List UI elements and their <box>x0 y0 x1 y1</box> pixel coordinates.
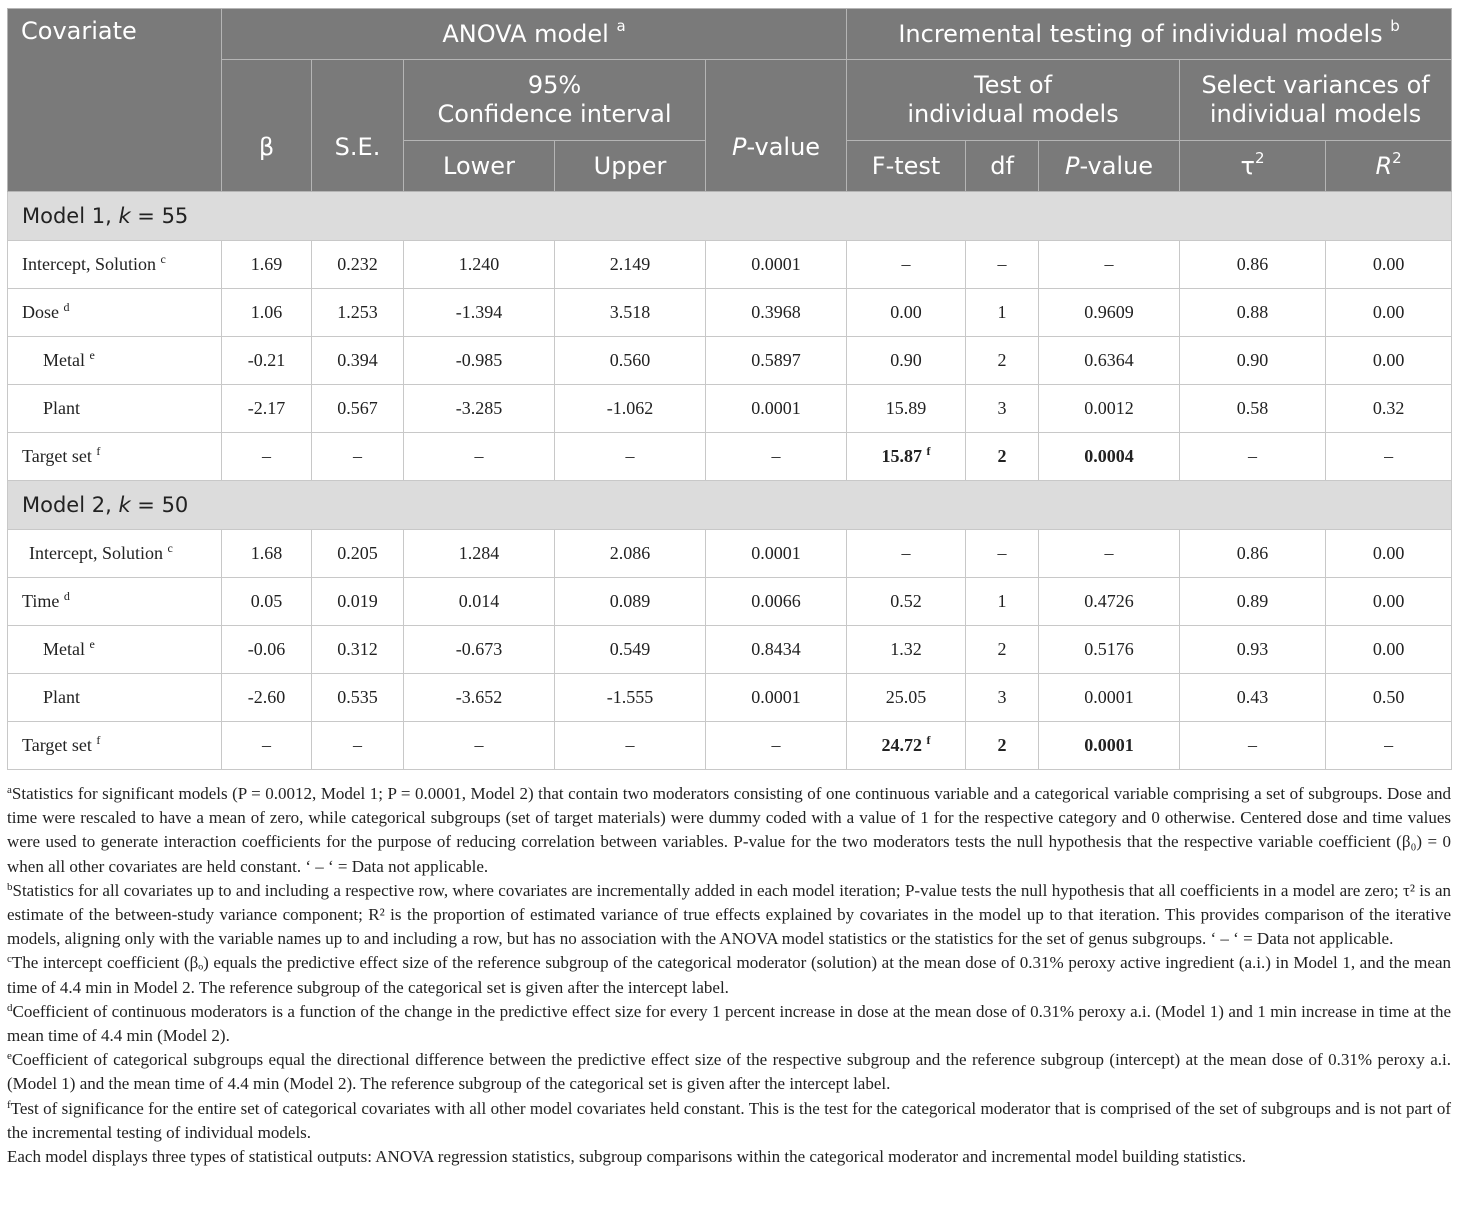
cell-df: 3 <box>966 385 1039 433</box>
cell-r2: 0.50 <box>1326 674 1452 722</box>
header-tau-squared: $\tau^2$ <box>1180 141 1326 192</box>
cell-beta: -0.21 <box>222 337 312 385</box>
row-label: Target set $^f$ <box>8 722 222 770</box>
cell-r2: 0.00 <box>1326 530 1452 578</box>
cell-tau: – <box>1180 722 1326 770</box>
footnote: $^e$Coefficient of categorical subgroups equal the directional difference between the predictive effect size of the respective subgroup and the reference subgroup (intercept) at the mean dose of 0.31% peroxy a.i. (Model 1) and the mean time of 4.4 min (Model 2). The reference subgroup of the categorical set is given after the intercept label. <box>7 1050 1451 1094</box>
header-anova-model: ANOVA model $^a$ <box>222 9 847 60</box>
table-row <box>8 626 1452 674</box>
table-row <box>8 289 1452 337</box>
cell-upper: 2.149 <box>555 241 706 289</box>
cell-p2: 0.6364 <box>1039 337 1180 385</box>
cell-f: 0.52 <box>847 578 966 626</box>
cell-f: 15.89 <box>847 385 966 433</box>
cell-f: – <box>847 241 966 289</box>
footnote: $^d$Coefficient of continuous moderators is a function of the change in the predictive effect size for every 1 percent increase in dose at the mean dose of 0.31% peroxy a.i. (Model 1) and 1 min increase in time at the mean time of 4.4 min (Model 2). <box>7 1001 1451 1046</box>
cell-upper: 2.086 <box>555 530 706 578</box>
cell-beta: – <box>222 722 312 770</box>
cell-f: 15.87 $^f$ <box>847 433 966 481</box>
cell-tau: 0.86 <box>1180 530 1326 578</box>
table-row <box>8 337 1452 385</box>
cell-upper: -1.062 <box>555 385 706 433</box>
cell-se: 0.394 <box>312 337 404 385</box>
row-label: Metal $^e$ <box>8 626 222 674</box>
row-label: Intercept, Solution $^c$ <box>8 241 222 289</box>
cell-r2: 0.00 <box>1326 626 1452 674</box>
cell-df: 2 <box>966 433 1039 481</box>
footnote: $^b$Statistics for all covariates up to and including a respective row, where covariates are incrementally added in each model iteration; P-value tests the null hypothesis that all coefficients in a model are zero; τ² is an estimate of the between-study variance component; R² is the proportion of estimated variance of true effects explained by covariates in the model up to that iteration. This provides comparison of the iterative models, aligning only with the variable names up to and including a row, but has no association with the ANOVA model statistics or the statistics for the set of genus subgroups. ‘ – ‘ = Data not applicable. <box>7 880 1451 949</box>
cell-lower: 1.240 <box>404 241 555 289</box>
table-row <box>8 578 1452 626</box>
cell-se: 0.567 <box>312 385 404 433</box>
cell-tau: 0.43 <box>1180 674 1326 722</box>
cell-upper: 0.560 <box>555 337 706 385</box>
table-body <box>8 192 1452 770</box>
cell-r2: – <box>1326 433 1452 481</box>
cell-tau: 0.93 <box>1180 626 1326 674</box>
header-incremental-testing: Incremental testing of individual models $^b$ <box>847 9 1452 60</box>
cell-se: 0.205 <box>312 530 404 578</box>
table-container <box>7 8 1451 770</box>
cell-upper: 0.549 <box>555 626 706 674</box>
cell-upper: – <box>555 722 706 770</box>
header-confidence-interval: 95% Confidence interval <box>404 60 706 141</box>
header-p-value-2: P-value <box>1039 141 1180 192</box>
cell-p2: 0.4726 <box>1039 578 1180 626</box>
cell-upper: – <box>555 433 706 481</box>
cell-f: – <box>847 530 966 578</box>
cell-r2: – <box>1326 722 1452 770</box>
cell-r2: 0.00 <box>1326 578 1452 626</box>
cell-lower: – <box>404 433 555 481</box>
cell-p: 0.5897 <box>706 337 847 385</box>
footnote: $^c$The intercept coefficient (βₒ) equals the predictive effect size of the reference subgroup of the categorical moderator (solution) at the mean dose of 0.31% peroxy active ingredient (a.i.) in Model 1, and the mean time of 4.4 min in Model 2. The reference subgroup of the categorical set is given after the intercept label. <box>7 953 1451 997</box>
cell-r2: 0.00 <box>1326 289 1452 337</box>
cell-f: 0.00 <box>847 289 966 337</box>
cell-beta: 1.69 <box>222 241 312 289</box>
header-p-value: P-value <box>706 60 847 192</box>
cell-se: 0.312 <box>312 626 404 674</box>
cell-lower: -0.673 <box>404 626 555 674</box>
cell-p2: 0.5176 <box>1039 626 1180 674</box>
cell-se: 0.019 <box>312 578 404 626</box>
header-test-of-individual-models: Test of individual models <box>847 60 1180 141</box>
row-label: Metal $^e$ <box>8 337 222 385</box>
cell-upper: -1.555 <box>555 674 706 722</box>
row-label: Time $^d$ <box>8 578 222 626</box>
table-row <box>8 385 1452 433</box>
cell-df: 1 <box>966 578 1039 626</box>
cell-p: 0.0001 <box>706 385 847 433</box>
cell-f: 1.32 <box>847 626 966 674</box>
cell-r2: 0.00 <box>1326 241 1452 289</box>
cell-r2: 0.32 <box>1326 385 1452 433</box>
cell-upper: 0.089 <box>555 578 706 626</box>
table-row <box>8 530 1452 578</box>
model1-section-header <box>8 192 1452 241</box>
cell-lower: -0.985 <box>404 337 555 385</box>
cell-p: 0.8434 <box>706 626 847 674</box>
table-row <box>8 722 1452 770</box>
cell-f: 24.72 $^f$ <box>847 722 966 770</box>
cell-df: 1 <box>966 289 1039 337</box>
cell-se: 0.535 <box>312 674 404 722</box>
cell-p: 0.0001 <box>706 674 847 722</box>
cell-p2: 0.9609 <box>1039 289 1180 337</box>
cell-p: 0.0001 <box>706 241 847 289</box>
cell-tau: 0.58 <box>1180 385 1326 433</box>
footnote: Each model displays three types of statistical outputs: ANOVA regression statistics, subgroup comparisons within the categorical moderator and incremental model building statistics. <box>7 1147 1247 1167</box>
cell-df: – <box>966 241 1039 289</box>
cell-beta: -0.06 <box>222 626 312 674</box>
cell-tau: – <box>1180 433 1326 481</box>
cell-p2: 0.0012 <box>1039 385 1180 433</box>
cell-beta: -2.60 <box>222 674 312 722</box>
header-r-squared: $R^2$ <box>1326 141 1452 192</box>
header-select-variances: Select variances of individual models <box>1180 60 1452 141</box>
header-lower: Lower <box>404 141 555 192</box>
row-label: Dose $^d$ <box>8 289 222 337</box>
cell-df: 2 <box>966 337 1039 385</box>
header-upper: Upper <box>555 141 706 192</box>
cell-p2: 0.0004 <box>1039 433 1180 481</box>
footnote: $^a$Statistics for significant models (P = 0.0012, Model 1; P = 0.0001, Model 2) that contain two moderators consisting of one continuous variable and a categorical variable comprising a set of subgroups. Dose and time were rescaled to have a mean of zero, while categorical subgroups (set of target materials) were dummy coded with a value of 1 for the respective category and 0 otherwise. Centered dose and time values were used to generate interaction coefficients for the purpose of reducing correlation between variables. P-value for the two moderators tests the null hypothesis that the respective variable coefficient (β₀) = 0 when all other covariates are held constant. ‘ – ‘ = Data not applicable. <box>7 784 1451 876</box>
cell-df: 2 <box>966 626 1039 674</box>
cell-df: 3 <box>966 674 1039 722</box>
table-row <box>8 433 1452 481</box>
header-covariate: Covariate <box>8 9 222 192</box>
cell-p: 0.0066 <box>706 578 847 626</box>
cell-lower: 0.014 <box>404 578 555 626</box>
cell-tau: 0.86 <box>1180 241 1326 289</box>
cell-df: 2 <box>966 722 1039 770</box>
cell-lower: -1.394 <box>404 289 555 337</box>
header-df: df <box>966 141 1039 192</box>
cell-upper: 3.518 <box>555 289 706 337</box>
cell-p: – <box>706 433 847 481</box>
cell-lower: – <box>404 722 555 770</box>
section-title: Model 2, k = 50 <box>8 481 1452 530</box>
cell-p: – <box>706 722 847 770</box>
header-f-test: F-test <box>847 141 966 192</box>
results-table <box>7 8 1452 770</box>
header-beta: β <box>222 60 312 192</box>
row-label: Intercept, Solution $^c$ <box>8 530 222 578</box>
cell-r2: 0.00 <box>1326 337 1452 385</box>
table-row <box>8 674 1452 722</box>
cell-df: – <box>966 530 1039 578</box>
cell-se: 1.253 <box>312 289 404 337</box>
footnotes <box>7 782 1451 1169</box>
cell-lower: -3.652 <box>404 674 555 722</box>
cell-beta: 1.06 <box>222 289 312 337</box>
cell-beta: -2.17 <box>222 385 312 433</box>
footnote: $^f$Test of significance for the entire set of categorical covariates with all other model covariates held constant. This is the test for the categorical moderator that is comprised of the set of subgroups and is not part of the incremental testing of individual models. <box>7 1098 1451 1142</box>
cell-tau: 0.89 <box>1180 578 1326 626</box>
cell-p2: 0.0001 <box>1039 722 1180 770</box>
cell-p: 0.0001 <box>706 530 847 578</box>
section-title: Model 1, k = 55 <box>8 192 1452 241</box>
cell-tau: 0.88 <box>1180 289 1326 337</box>
cell-beta: – <box>222 433 312 481</box>
cell-lower: -3.285 <box>404 385 555 433</box>
cell-se: 0.232 <box>312 241 404 289</box>
cell-beta: 1.68 <box>222 530 312 578</box>
cell-se: – <box>312 722 404 770</box>
header-se: S.E. <box>312 60 404 192</box>
cell-tau: 0.90 <box>1180 337 1326 385</box>
table-row <box>8 241 1452 289</box>
cell-f: 0.90 <box>847 337 966 385</box>
cell-se: – <box>312 433 404 481</box>
row-label: Target set $^f$ <box>8 433 222 481</box>
cell-p2: 0.0001 <box>1039 674 1180 722</box>
cell-f: 25.05 <box>847 674 966 722</box>
cell-beta: 0.05 <box>222 578 312 626</box>
row-label: Plant <box>8 385 222 433</box>
row-label: Plant <box>8 674 222 722</box>
cell-p2: – <box>1039 241 1180 289</box>
model2-section-header <box>8 481 1452 530</box>
cell-p: 0.3968 <box>706 289 847 337</box>
cell-lower: 1.284 <box>404 530 555 578</box>
cell-p2: – <box>1039 530 1180 578</box>
